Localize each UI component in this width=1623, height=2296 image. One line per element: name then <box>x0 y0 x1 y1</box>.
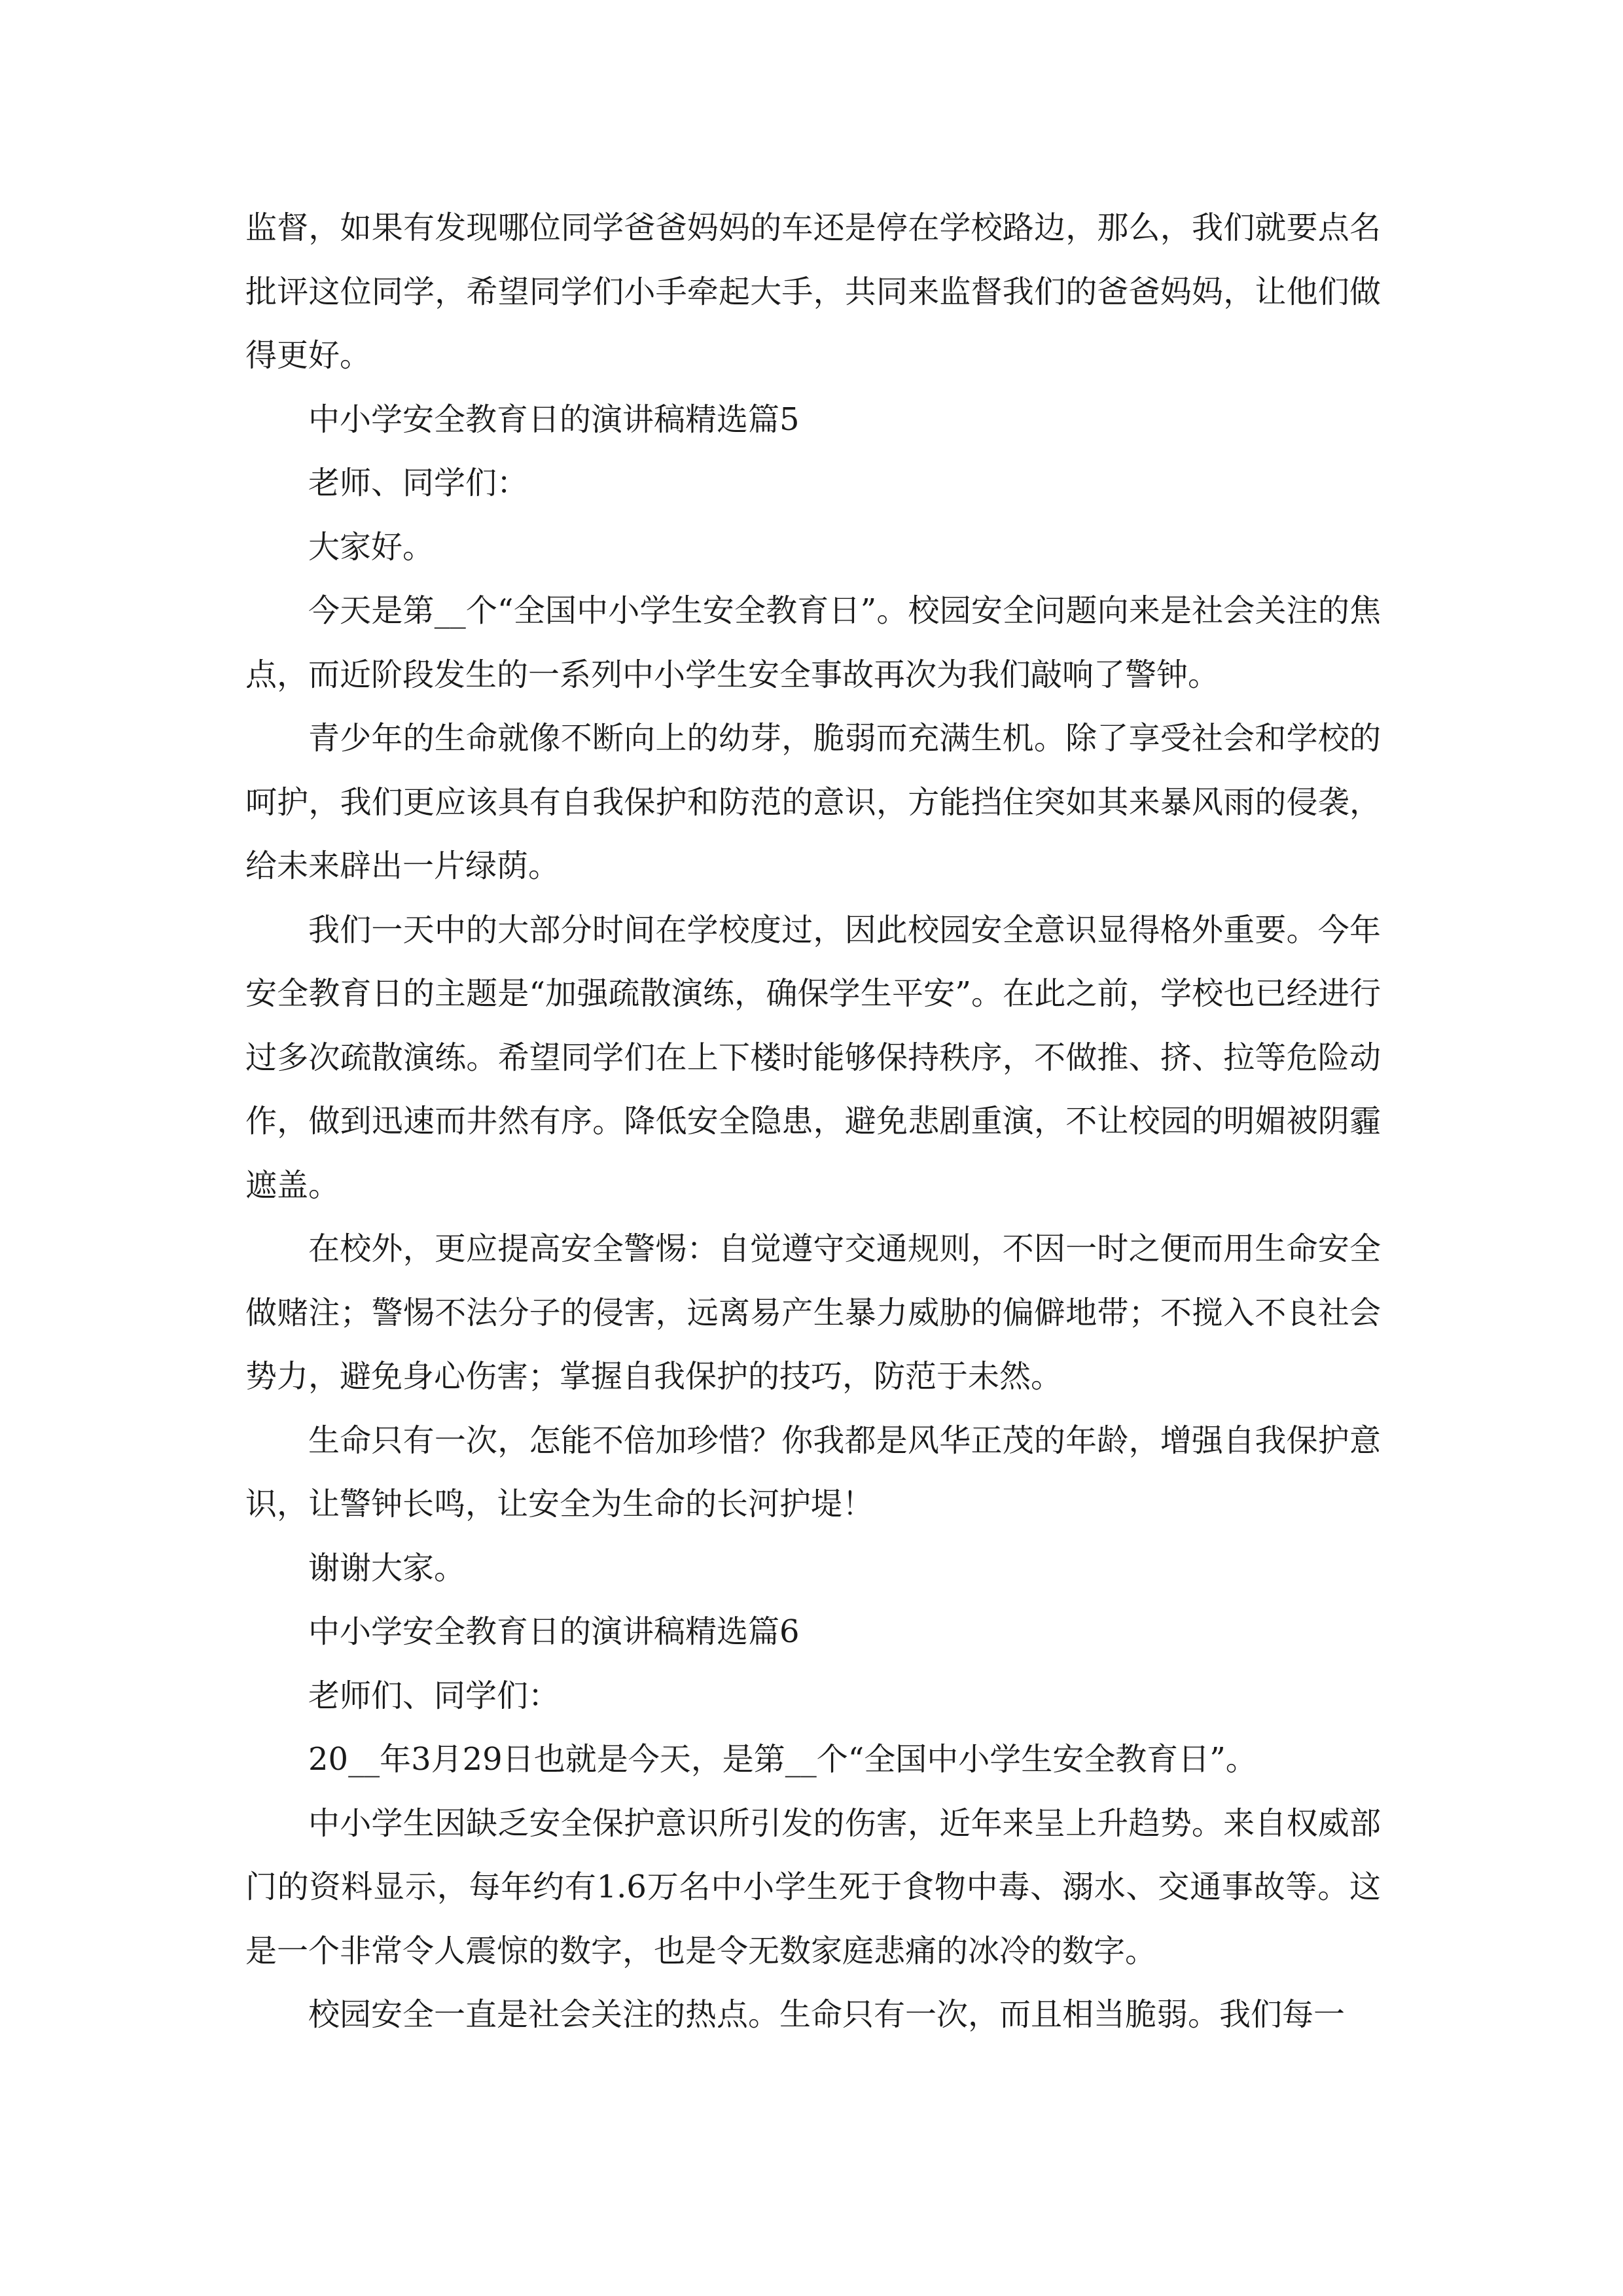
section-heading-6: 中小学安全教育日的演讲稿精选篇6 <box>308 1613 800 1650</box>
paragraph: 青少年的生命就像不断向上的幼芽，脆弱而充满生机。除了享受社会和学校的呵护，我们更应该具有自我保护和防范的意识，方能挡住突如其来暴风雨的侵袭，给未来辟出一片绿荫。 <box>245 720 1381 884</box>
paragraph: 我们一天中的大部分时间在学校度过，因此校园安全意识显得格外重要。今年安全教育日的主题是“加强疏散演练，确保学生平安”。在此之前，学校也已经进行过多次疏散演练。希望同学们在上下楼时能够保持秩序，不做推、挤、拉等危险动作，做到迅速而井然有序。降低安全隐患，避免悲剧重演，不让校园的明媚被阴霾遮盖。 <box>245 911 1381 1204</box>
closing: 谢谢大家。 <box>308 1549 466 1587</box>
paragraph: 校园安全一直是社会关注的热点。生命只有一次，而且相当脆弱。我们每一 <box>308 1996 1346 2033</box>
paragraph: 今天是第__个“全国中小学生安全教育日”。校园安全问题向来是社会关注的焦点，而近阶段发生的一系列中小学生安全事故再次为我们敲响了警钟。 <box>245 592 1381 693</box>
paragraph: 生命只有一次，怎能不倍加珍惜？你我都是风华正茂的年龄，增强自我保护意识，让警钟长鸣，让安全为生命的长河护堤！ <box>245 1422 1381 1522</box>
greeting: 大家好。 <box>308 528 435 565</box>
paragraph: 中小学生因缺乏安全保护意识所引发的伤害，近年来呈上升趋势。来自权威部门的资料显示，每年约有1.6万名中小学生死于食物中毒、溺水、交通事故等。这是一个非常令人震惊的数字，也是令无数家庭悲痛的冰冷的数字。 <box>245 1804 1381 1969</box>
salutation: 老师、同学们： <box>308 465 529 501</box>
paragraph: 在校外，更应提高安全警惕：自觉遵守交通规则，不因一时之便而用生命安全做赌注；警惕不法分子的侵害，远离易产生暴力威胁的偏僻地带；不搅入不良社会势力，避免身心伤害；掌握自我保护的技巧，防范于未然。 <box>245 1230 1381 1395</box>
salutation: 老师们、同学们： <box>308 1677 560 1714</box>
section-heading-5: 中小学安全教育日的演讲稿精选篇5 <box>308 401 800 438</box>
document-body <box>245 196 1381 2047</box>
paragraph: 20__年3月29日也就是今天，是第__个“全国中小学生安全教育日”。 <box>308 1741 1257 1778</box>
paragraph-continuation: 监督，如果有发现哪位同学爸爸妈妈的车还是停在学校路边，那么，我们就要点名批评这位同学，希望同学们小手牵起大手，共同来监督我们的爸爸妈妈，让他们做得更好。 <box>245 209 1381 374</box>
